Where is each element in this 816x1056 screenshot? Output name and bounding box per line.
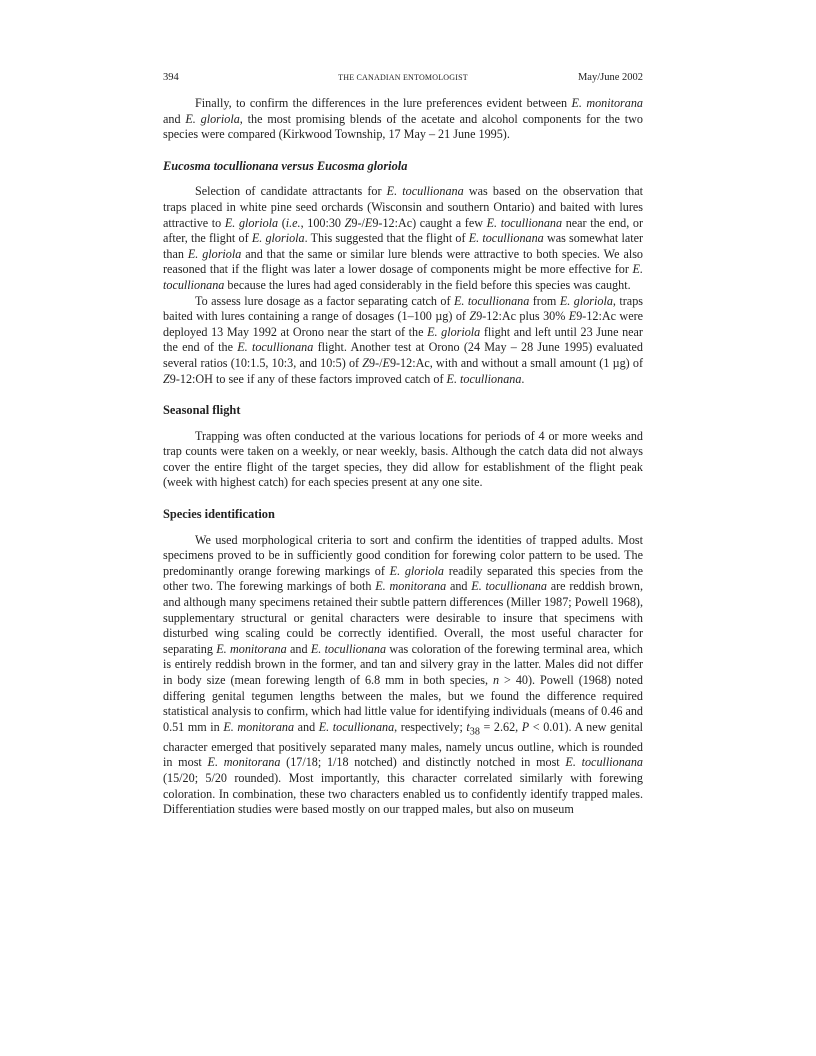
- paragraph: Selection of candidate attractants for E. tocullionana was based on the observation that traps placed in white pine seed orchards (Wisconsin and southern Ontario) and baited with lures attractive to E. gloriola (i.e., 100:30 Z9-/E9-12:Ac) caught a few E. tocullionana near the end, or after, the flight of E. gloriola. This suggested that the flight of E. tocullionana was somewhat later than E. gloriola and that the same or similar lure blends were attractive to both species. We also reasoned that if the flight was later a lower dosage of components might be more effective for E. tocullionana because the lures had aged considerably in the field before this species was caught.: [163, 184, 644, 292]
- article-body: [163, 96, 643, 818]
- issue-date: May/June 2002: [577, 72, 643, 83]
- paragraph: To assess lure dosage as a factor separating catch of E. tocullionana from E. gloriola, traps baited with lures containing a range of dosages (1–100 µg) of Z9-12:Ac plus 30% E9-12:Ac were deployed 13 May 1992 at Orono near the start of the E. gloriola flight and left until 23 June near the end of the E. tocullionana flight. Another test at Orono (24 May – 28 June 1995) evaluated several ratios (10:1.5, 10:3, and 10:5) of Z9-/E9-12:Ac, with and without a small amount (1 µg) of Z9-12:OH to see if any of these factors improved catch of E. tocullionana.: [163, 293, 644, 386]
- heading-spacer: [163, 419, 643, 429]
- heading-spacer: [163, 174, 643, 184]
- page-number: 394: [163, 72, 179, 83]
- heading-spacer: [163, 523, 643, 533]
- section-spacer: [163, 491, 643, 507]
- section-heading: Eucosma tocullionana versus Eucosma gloriola: [163, 158, 408, 173]
- section-heading: Seasonal flight: [163, 403, 241, 418]
- section-spacer: [163, 387, 643, 403]
- section-spacer: [163, 143, 643, 159]
- paragraph: We used morphological criteria to sort and confirm the identities of trapped adults. Most specimens proved to be in sufficiently good condition for forewing color pattern to be used. The predominantly orange forewing markings of E. gloriola readily separated this species from the other two. The forewing markings of both E. monitorana and E. tocullionana are reddish brown, and although many specimens retained their subtle pattern differences (Miller 1987; Powell 1968), supplementary structural or genital characters were desirable to insure that specimens with disturbed wing scaling could be correctly identified. Overall, the most useful character for separating E. monitorana and E. tocullionana was coloration of the forewing terminal area, which is entirely reddish brown in the former, and tan and silvery gray in the latter. Males did not differ in body size (mean forewing length of 6.8 mm in both species, n > 40). Powell (1968) noted differing genital tegumen lengths between the males, but we found the difference required statistical analysis to confirm, which had little value for identifying individuals (means of 0.46 and 0.51 mm in E. monitorana and E. tocullionana, respectively; $t_{38} = 2.62$, P < 0.01). A new genital character emerged that positively separated many males, namely uncus outline, which is rounded in most E. monitorana (17/18; 1/18 notched) and distinctly notched in most E. tocullionana (15/20; 5/20 rounded). Most importantly, this character correlated similarly with forewing coloration. In combination, these two characters enabled us to confidently identify trapped males. Differentiation studies were based mostly on our trapped males, but also on museum: [163, 532, 643, 817]
- paragraph: Finally, to confirm the differences in the lure preferences evident between E. monitorana and E. gloriola, the most promising blends of the acetate and alcohol components for the two species were compared (Kirkwood Township, 17 May – 21 June 1995).: [163, 96, 643, 142]
- journal-title: THE CANADIAN ENTOMOLOGIST: [338, 73, 468, 82]
- page-header: [163, 72, 643, 86]
- section-heading: Species identification: [163, 507, 275, 522]
- paragraph: Trapping was often conducted at the various locations for periods of 4 or more weeks and trap counts were taken on a weekly, or near weekly, basis. Although the catch data did not always cover the entire flight of the target species, they did allow for establishment of the flight peak (week with highest catch) for each species present at any one site.: [163, 428, 643, 490]
